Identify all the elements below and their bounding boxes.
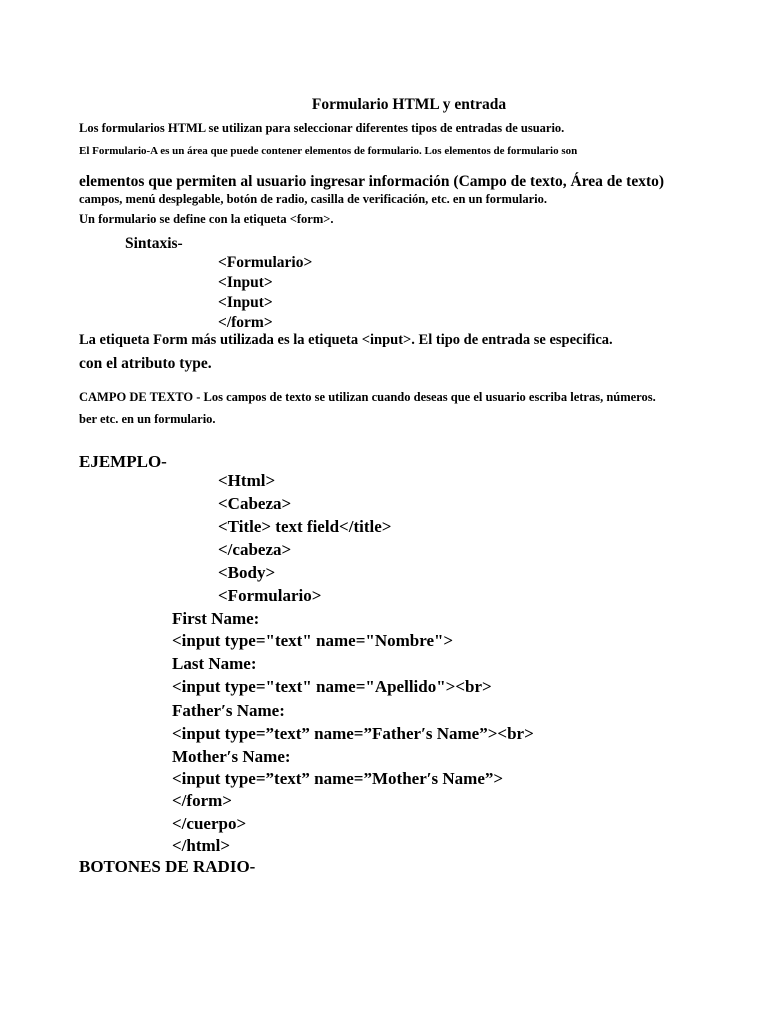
paragraph-text-field: CAMPO DE TEXTO - Los campos de texto se utilizan cuando deseas que el usuario escriba letras, números. [79,390,656,404]
paragraph-form-area: El Formulario-A es un área que puede contener elementos de formulario. Los elementos de formulario son [79,145,578,157]
example-code-line: <Body> [218,563,276,582]
example-code-line: Mother′s Name: [172,747,291,766]
example-code-line: <input type=”text” name=”Father′s Name”><br> [172,724,534,743]
paragraph-intro: Los formularios HTML se utilizan para seleccionar diferentes tipos de entradas de usuario. [79,121,565,135]
paragraph-input-tag: La etiqueta Form más utilizada es la etiqueta <input>. El tipo de entrada se especifica. [79,332,613,348]
example-code-line: </html> [172,836,231,855]
example-code-line: </cuerpo> [172,814,247,833]
example-code-line: <Html> [218,471,276,490]
paragraph-text-field-cont: ber etc. en un formulario. [79,412,216,426]
paragraph-type-attribute: con el atributo type. [79,355,212,372]
example-code-line: <Cabeza> [218,494,292,513]
example-code-line: <Formulario> [218,586,322,605]
example-code-line: <Title> text field</title> [218,517,392,536]
syntax-code-line: <Input> [218,274,273,291]
example-code-line: <input type="text" name="Nombre"> [172,631,454,650]
paragraph-form-elements-cont: campos, menú desplegable, botón de radio, casilla de verificación, etc. en un formulario. [79,192,548,206]
page-title: Formulario HTML y entrada [311,96,507,113]
example-code-line: </form> [172,791,232,810]
example-code-line: First Name: [172,609,260,628]
example-heading: EJEMPLO- [79,452,167,471]
example-code-line: <input type=”text” name=”Mother′s Name”> [172,769,504,788]
example-code-line: <input type="text" name="Apellido"><br> [172,677,492,696]
syntax-code-line: <Formulario> [218,254,313,271]
paragraph-form-elements: elementos que permiten al usuario ingresar información (Campo de texto, Área de texto) [79,173,665,190]
example-code-line: </cabeza> [218,540,292,559]
paragraph-form-tag: Un formulario se define con la etiqueta <form>. [79,212,334,226]
example-code-line: Last Name: [172,654,257,673]
syntax-heading: Sintaxis- [125,235,183,252]
example-code-line: Father′s Name: [172,701,285,720]
syntax-code-line: <Input> [218,294,273,311]
syntax-code-line: </form> [218,314,273,331]
radio-buttons-heading: BOTONES DE RADIO- [79,857,256,876]
